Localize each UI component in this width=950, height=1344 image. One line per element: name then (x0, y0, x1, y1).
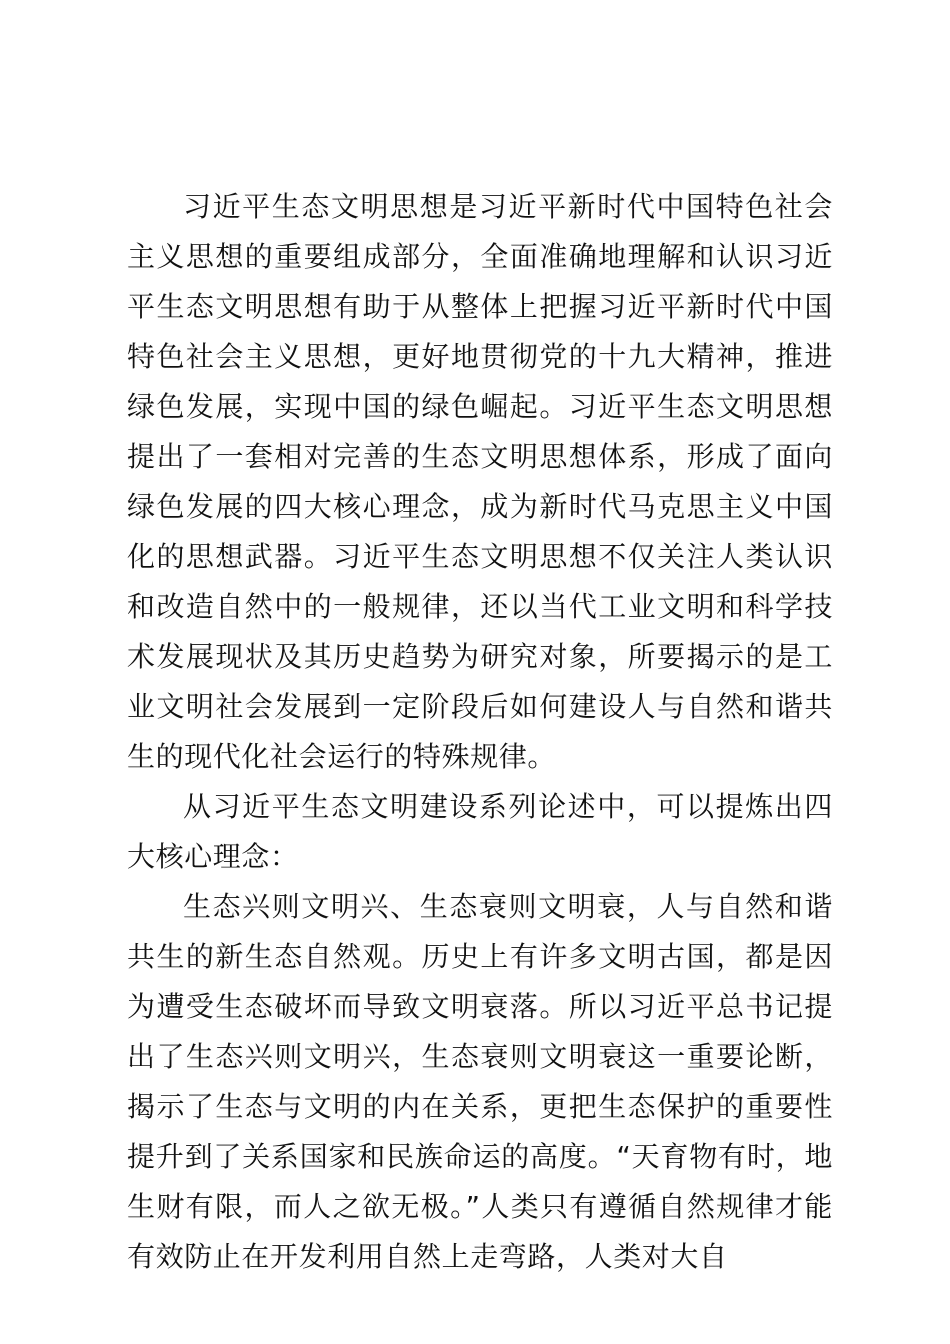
document-body (127, 182, 833, 1282)
paragraph-1: 习近平生态文明思想是习近平新时代中国特色社会主义思想的重要组成部分，全面准确地理解和认识习近平生态文明思想有助于从整体上把握习近平新时代中国特色社会主义思想，更好地贯彻党的十九大精神，推进绿色发展，实现中国的绿色崛起。习近平生态文明思想提出了一套相对完善的生态文明思想体系，形成了面向绿色发展的四大核心理念，成为新时代马克思主义中国化的思想武器。习近平生态文明思想不仅关注人类认识和改造自然中的一般规律，还以当代工业文明和科学技术发展现状及其历史趋势为研究对象，所要揭示的是工业文明社会发展到一定阶段后如何建设人与自然和谐共生的现代化社会运行的特殊规律。 (127, 190, 833, 773)
paragraph-2: 从习近平生态文明建设系列论述中，可以提炼出四大核心理念： (127, 790, 833, 873)
paragraph-3: 生态兴则文明兴、生态衰则文明衰，人与自然和谐共生的新生态自然观。历史上有许多文明古国，都是因为遭受生态破坏而导致文明衰落。所以习近平总书记提出了生态兴则文明兴，生态衰则文明衰这一重要论断，揭示了生态与文明的内在关系，更把生态保护的重要性提升到了关系国家和民族命运的高度。“天育物有时，地生财有限，而人之欲无极。”人类只有遵循自然规律才能有效防止在开发利用自然上走弯路，人类对大自 (127, 890, 833, 1273)
